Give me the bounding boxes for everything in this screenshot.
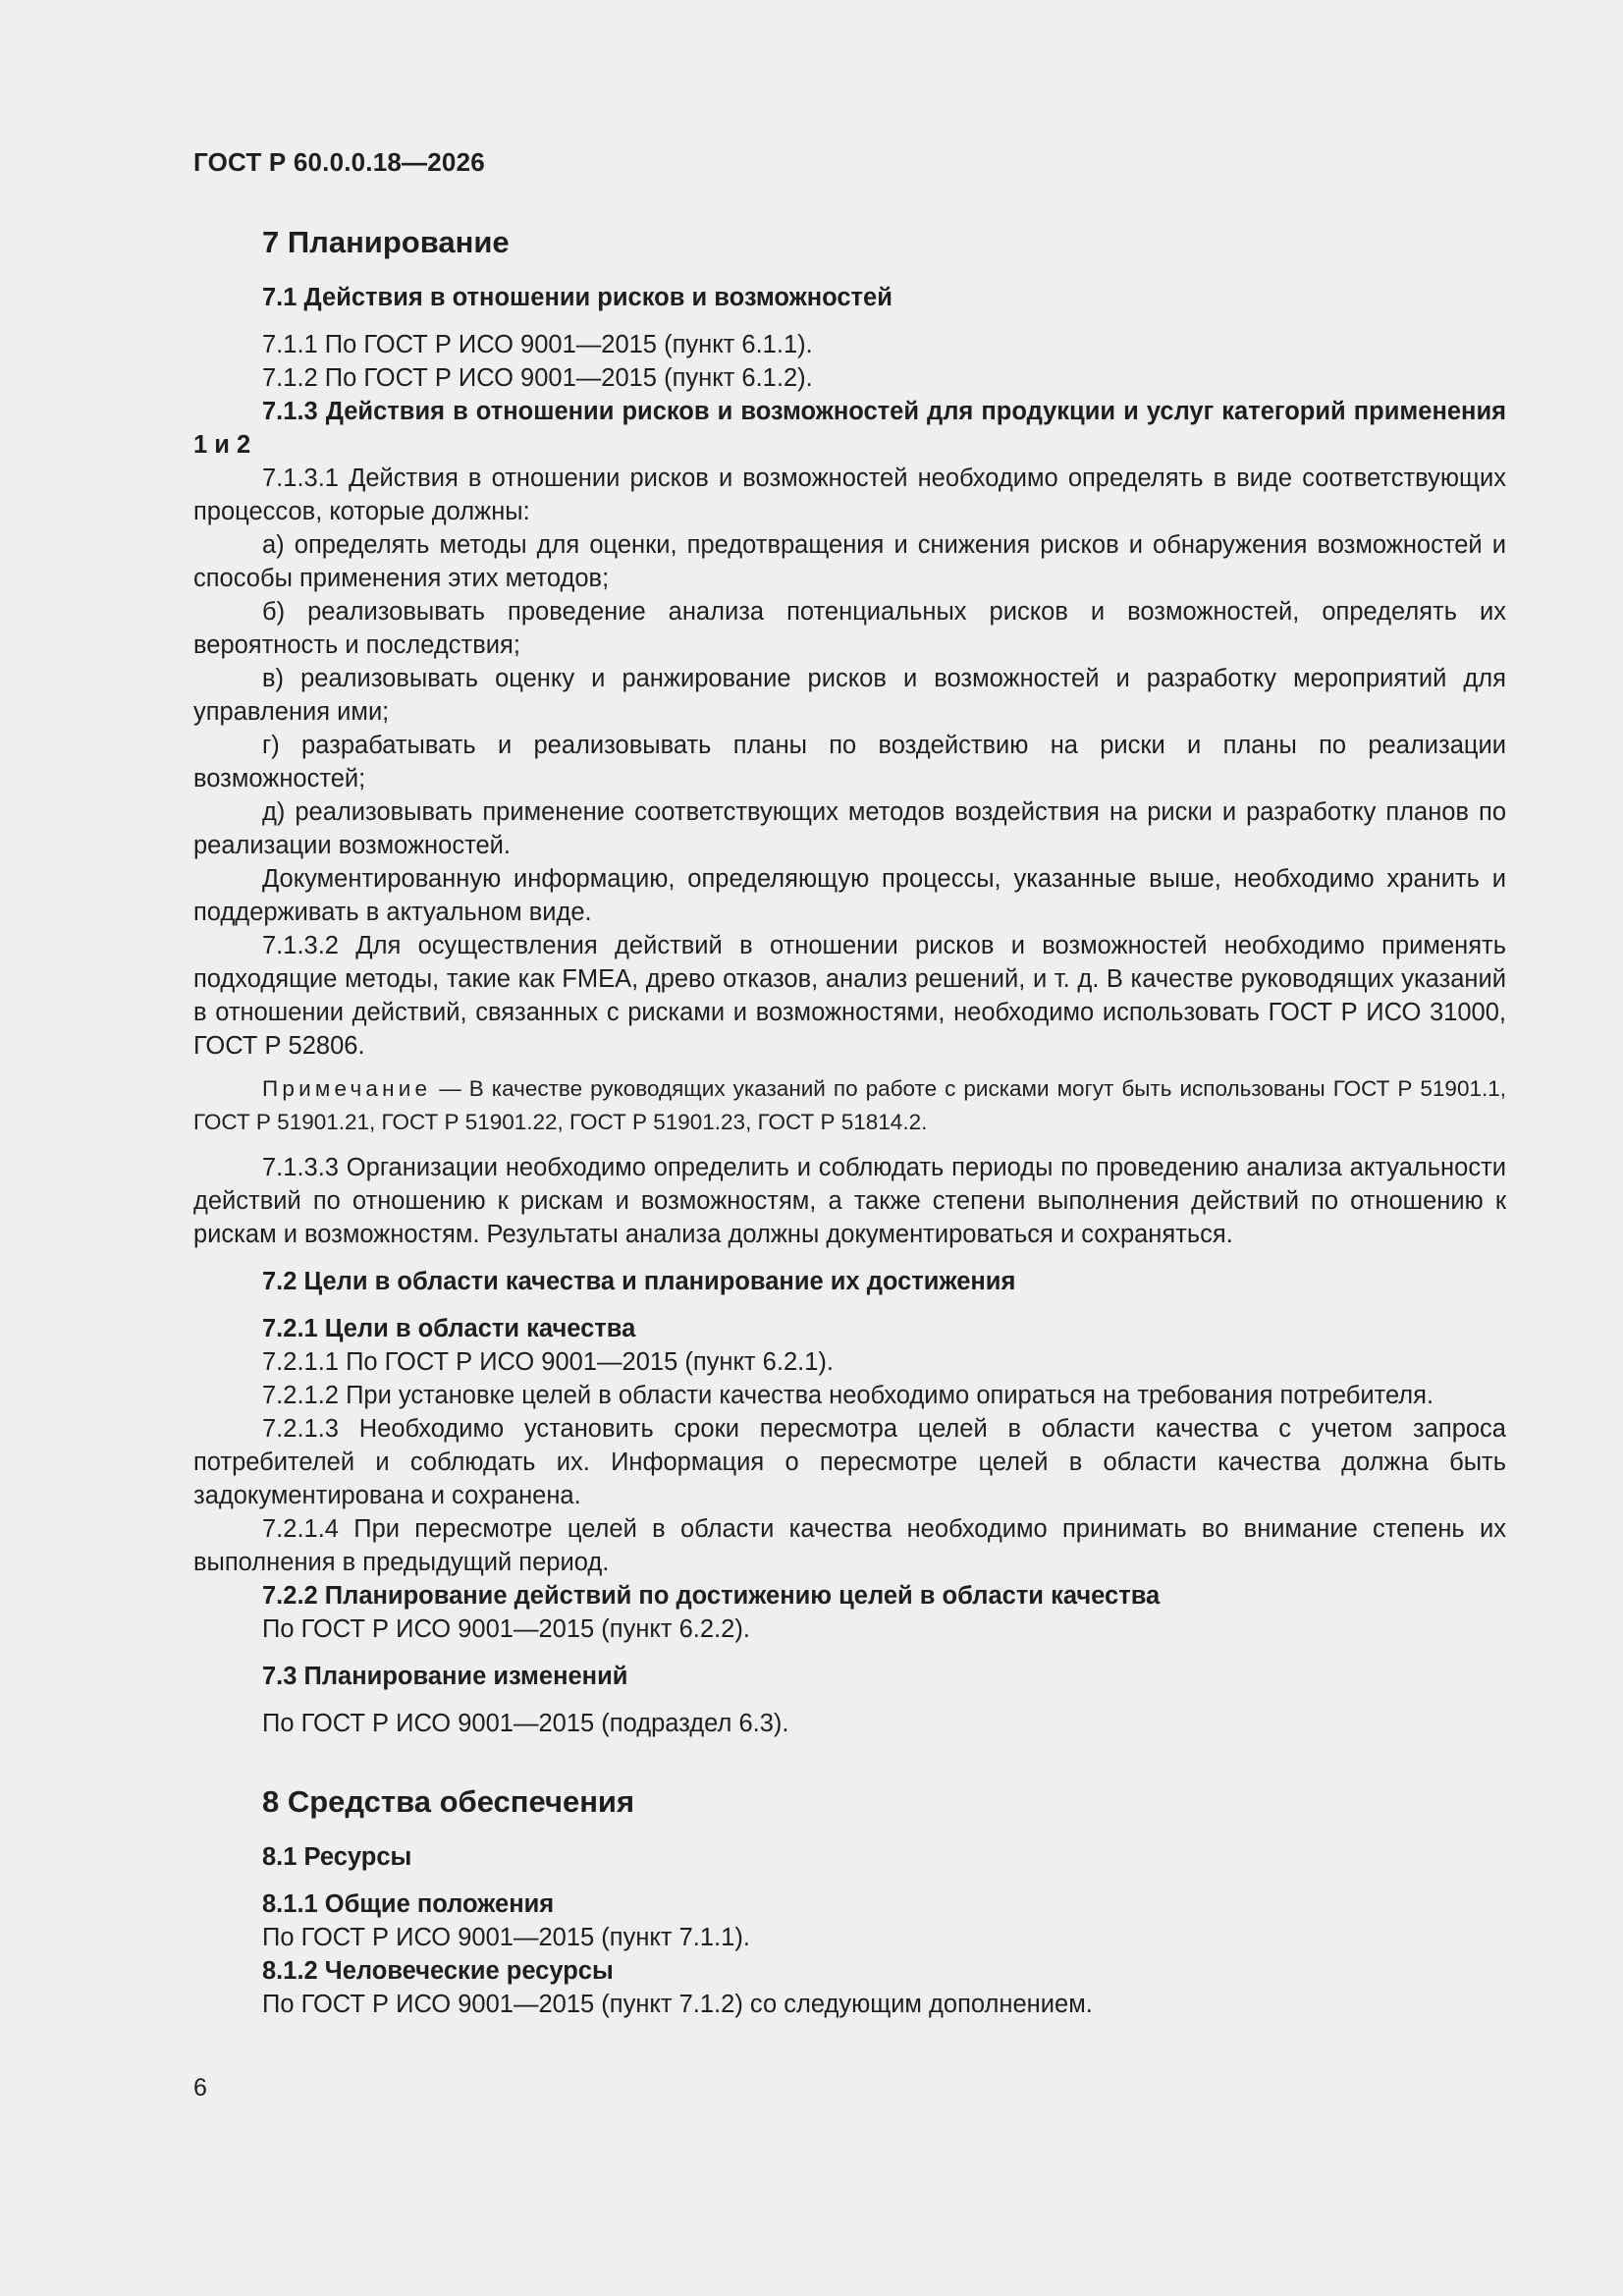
paragraph-7-3: По ГОСТ Р ИСО 9001—2015 (подраздел 6.3).	[262, 1710, 789, 1737]
paragraph-8-1-2: По ГОСТ Р ИСО 9001—2015 (пункт 7.1.2) со следующим дополнением.	[262, 1991, 1093, 2018]
list-item-g: г) разрабатывать и реализовывать планы по воздействию на риски и планы по реализации возможностей;	[193, 732, 1506, 793]
page-number: 6	[193, 2074, 207, 2102]
section-8-1-heading: 8.1 Ресурсы	[262, 1843, 412, 1871]
section-7-2-2-heading: 7.2.2 Планирование действий по достижению целей в области качества	[262, 1582, 1161, 1610]
paragraph-7-1-3-1: 7.1.3.1 Действия в отношении рисков и возможностей необходимо определять в виде соответствующих процессов, которые должны:	[193, 465, 1506, 525]
section-8-1-1-heading: 8.1.1 Общие положения	[262, 1890, 555, 1918]
section-7-heading: 7 Планирование	[262, 225, 510, 259]
paragraph-7-2-1-4: 7.2.1.4 При пересмотре целей в области качества необходимо принимать во внимание степень их выполнения в предыдущий период.	[193, 1515, 1506, 1576]
list-item-d: д) реализовывать применение соответствующих методов воздействия на риски и разработку планов по реализации возможностей.	[193, 798, 1506, 859]
list-item-v: в) реализовывать оценку и ранжирование рисков и возможностей и разработку мероприятий для управления ими;	[193, 665, 1506, 726]
document-code-header: ГОСТ Р 60.0.0.18—2026	[193, 147, 485, 177]
paragraph-7-1-3-2: 7.1.3.2 Для осуществления действий в отношении рисков и возможностей необходимо применять подходящие методы, такие как FMEA, древо отказов, анализ решений, и т. д. В качестве руководящих указаний в отношении действий, связанных с рисками и возможностями, необходимо использовать ГОСТ Р ИСО 31000, ГОСТ Р 52806.	[193, 932, 1506, 1060]
list-item-a: а) определять методы для оценки, предотвращения и снижения рисков и обнаружения возможностей и способы применения этих методов;	[193, 531, 1506, 592]
note-text: — В качестве руководящих указаний по работе с рисками могут быть использованы ГОСТ Р 51901.1, ГОСТ Р 51901.21, ГОСТ Р 51901.22, ГОСТ Р 51901.23, ГОСТ Р 51814.2.	[193, 1076, 1506, 1134]
section-8-1-2-heading: 8.1.2 Человеческие ресурсы	[262, 1957, 614, 1985]
list-item-b: б) реализовывать проведение анализа потенциальных рисков и возможностей, определять их вероятность и последствия;	[193, 598, 1506, 659]
section-7-1-heading: 7.1 Действия в отношении рисков и возможностей	[262, 284, 893, 311]
paragraph-8-1-1: По ГОСТ Р ИСО 9001—2015 (пункт 7.1.1).	[262, 1924, 750, 1951]
paragraph-7-2-2: По ГОСТ Р ИСО 9001—2015 (пункт 6.2.2).	[262, 1615, 750, 1643]
section-7-2-1-heading: 7.2.1 Цели в области качества	[262, 1315, 636, 1342]
note	[193, 1072, 1506, 1139]
paragraph-7-1-1: 7.1.1 По ГОСТ Р ИСО 9001—2015 (пункт 6.1.1).	[262, 331, 813, 358]
section-7-3-heading: 7.3 Планирование изменений	[262, 1663, 628, 1690]
paragraph-7-2-1-2: 7.2.1.2 При установке целей в области качества необходимо опираться на требования потребителя.	[262, 1382, 1434, 1409]
document-body	[193, 220, 1506, 2021]
section-7-1-3-heading: 7.1.3 Действия в отношении рисков и возможностей для продукции и услуг категорий применения 1 и 2	[193, 398, 1506, 459]
paragraph-7-2-1-1: 7.2.1.1 По ГОСТ Р ИСО 9001—2015 (пункт 6.2.1).	[262, 1348, 834, 1376]
section-7-2-heading: 7.2 Цели в области качества и планирование их достижения	[262, 1268, 1016, 1295]
paragraph-documented-info: Документированную информацию, определяющую процессы, указанные выше, необходимо хранить и поддерживать в актуальном виде.	[193, 865, 1506, 926]
paragraph-7-1-2: 7.1.2 По ГОСТ Р ИСО 9001—2015 (пункт 6.1.2).	[262, 364, 813, 392]
section-8-heading: 8 Средства обеспечения	[262, 1784, 635, 1819]
note-label: Примечание	[262, 1076, 432, 1101]
paragraph-7-1-3-3: 7.1.3.3 Организации необходимо определить и соблюдать периоды по проведению анализа актуальности действий по отношению к рискам и возможностям, а также степени выполнения действий по отношению к рискам и возможностям. Результаты анализа должны документироваться и сохраняться.	[193, 1154, 1506, 1248]
paragraph-7-2-1-3: 7.2.1.3 Необходимо установить сроки пересмотра целей в области качества с учетом запроса потребителей и соблюдать их. Информация о пересмотре целей в области качества должна быть задокументирована и сохранена.	[193, 1415, 1506, 1509]
